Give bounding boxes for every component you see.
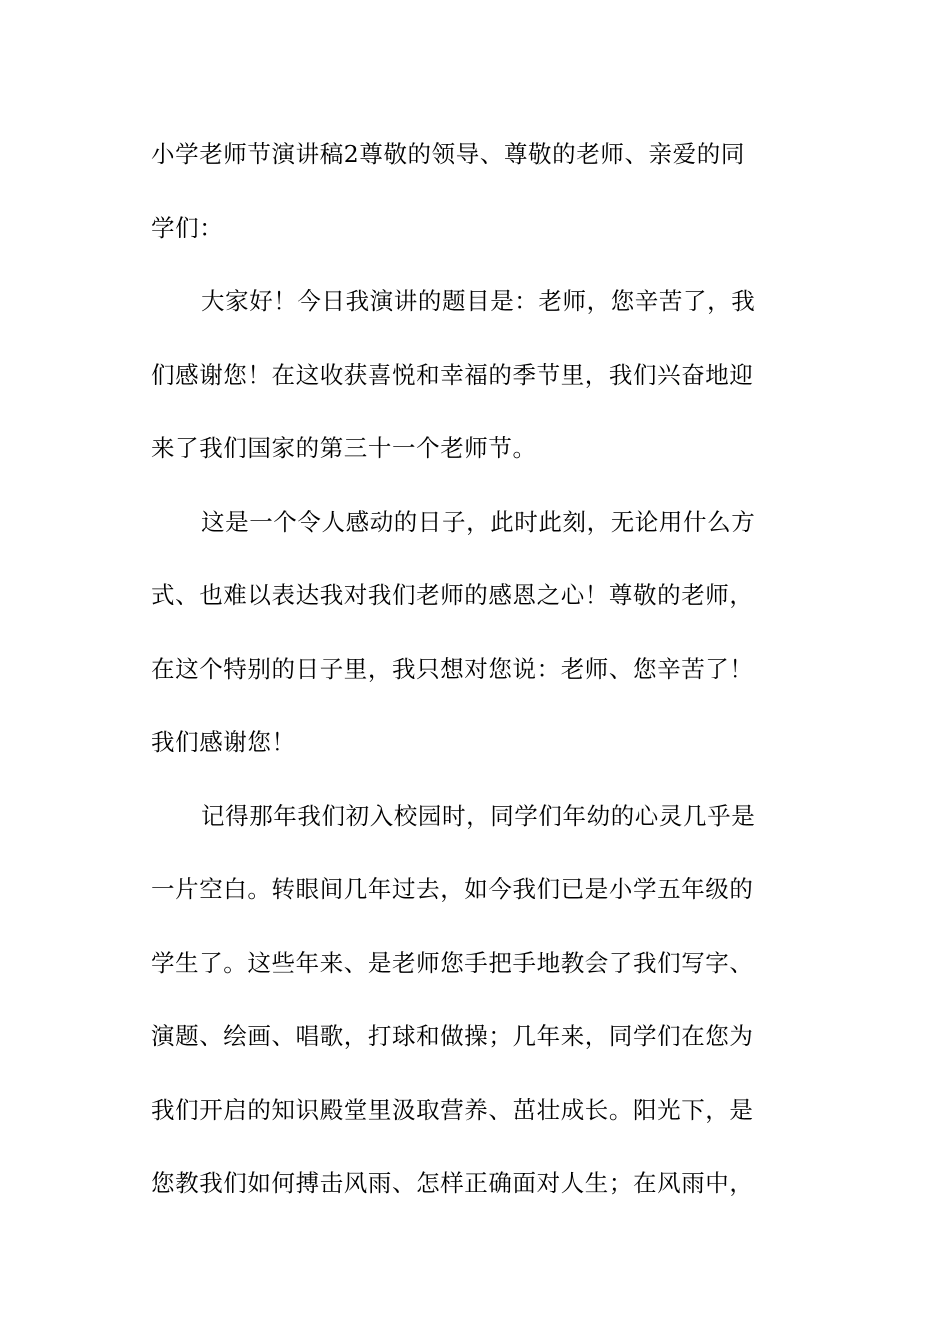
text-line: 演题、绘画、唱歌，打球和做操；几年来，同学们在您为 — [151, 1022, 754, 1050]
text-line: 们感谢您！在这收获喜悦和幸福的季节里，我们兴奋地迎 — [151, 360, 754, 389]
text-line: 来了我们国家的第三十一个老师节。 — [151, 434, 537, 462]
text-line: 在这个特别的日子里，我只想对您说：老师、您辛苦了！ — [151, 654, 754, 683]
text-line: 小学老师节演讲稿2尊敬的领导、尊敬的老师、亲爱的同 — [151, 140, 745, 168]
text-line: 我们感谢您！ — [151, 728, 296, 756]
text-line: 这是一个令人感动的日子，此时此刻，无论用什么方 — [201, 507, 756, 536]
text-line: 学们： — [151, 213, 224, 242]
text-line: 记得那年我们初入校园时，同学们年幼的心灵几乎是 — [201, 801, 756, 830]
document-body — [151, 118, 801, 1221]
text-line: 我们开启的知识殿堂里汲取营养、茁壮成长。阳光下，是 — [151, 1095, 754, 1124]
text-line: 学生了。这些年来、是老师您手把手地教会了我们写字、 — [151, 948, 754, 977]
text-line: 式、也难以表达我对我们老师的感恩之心！尊敬的老师， — [151, 581, 754, 609]
text-line: 一片空白。转眼间几年过去，如今我们已是小学五年级的 — [151, 875, 754, 903]
text-line: 大家好！今日我演讲的题目是：老师，您辛苦了，我 — [201, 287, 756, 315]
text-line: 您教我们如何搏击风雨、怎样正确面对人生；在风雨中， — [151, 1169, 754, 1197]
